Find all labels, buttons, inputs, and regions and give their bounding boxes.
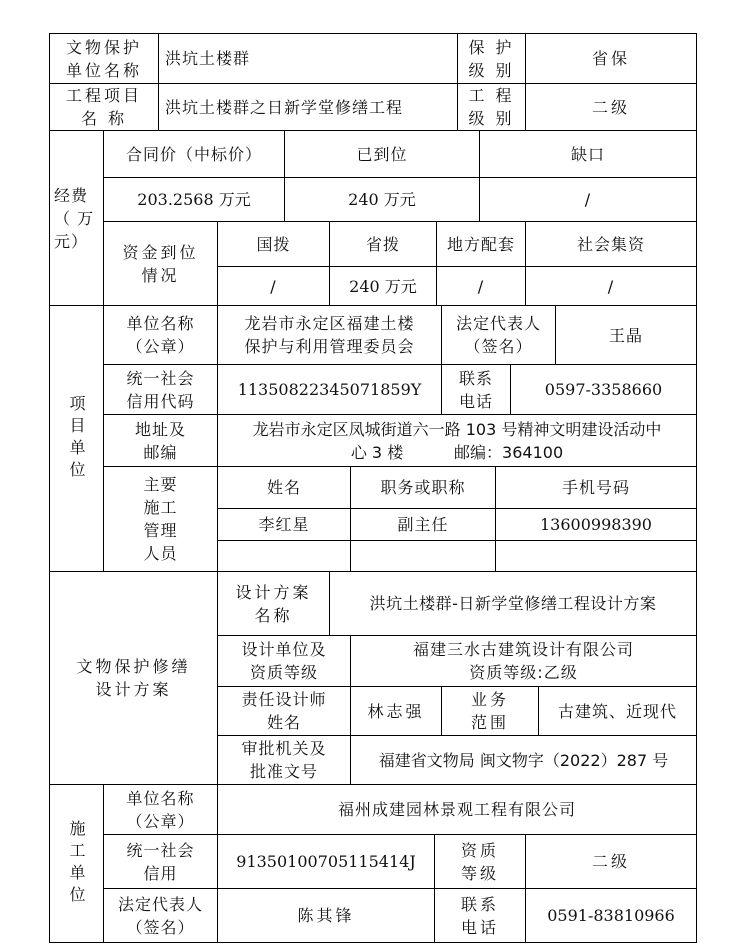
plan-name-value: 洪坑土楼群-日新学堂修缮工程设计方案	[369, 594, 657, 613]
staff-row-title	[351, 541, 495, 571]
funds-gap-value: /	[584, 190, 592, 209]
unit-name-value: 龙岩市永定区福建土楼 保护与利用管理委员会	[244, 314, 415, 356]
staff-header-mobile: 手机号码	[561, 478, 630, 497]
construction-qualification-value: 二级	[591, 852, 630, 871]
staff-row-mobile	[496, 541, 696, 571]
funds-arrived-value: 240 万元	[348, 190, 416, 209]
business-scope-label: 业务 范围	[470, 690, 509, 732]
construction-unit-label: 施工单位	[67, 819, 86, 908]
construction-unit-name-value: 福州成建园林景观工程有限公司	[337, 800, 576, 819]
social-funds-header: 社会集资	[576, 234, 645, 254]
engineering-level-value: 二级	[591, 97, 630, 117]
approval-authority-label: 审批机关及 批准文号	[241, 739, 327, 781]
national-funds-header: 国拨	[256, 234, 291, 254]
national-funds-value: /	[270, 276, 277, 296]
legal-representative-value: 王晶	[608, 325, 643, 345]
construction-qualification-label: 资质 等级	[460, 840, 499, 883]
construction-legal-label: 法定代表人 （签名）	[117, 894, 203, 937]
provincial-funds-value: 240 万元	[349, 276, 417, 296]
engineering-level-label: 工 程 级 别	[468, 86, 515, 128]
credit-code-label: 统一社会 信用代码	[126, 368, 195, 411]
plan-name-label: 设计方案 名称	[235, 582, 312, 625]
construction-legal-value: 陈其锋	[297, 906, 355, 925]
design-unit-label: 设计单位及 资质等级	[241, 640, 327, 682]
local-funds-header: 地方配套	[446, 234, 515, 254]
staff-row-name: 李红星	[258, 515, 310, 534]
contract-price-value: 203.2568 万元	[137, 190, 251, 209]
chief-designer-label: 责任设计师 姓名	[241, 690, 327, 732]
funds-arrived-header: 已到位	[356, 144, 408, 164]
staff-row-title: 副主任	[397, 515, 449, 534]
business-scope-value: 古建筑、近现代	[557, 701, 677, 721]
protection-level-value: 省保	[591, 49, 630, 68]
heritage-unit-label: 文物保护 单位名称	[65, 37, 142, 80]
chief-designer-value: 林志强	[367, 701, 425, 721]
project-unit-label: 项目单位	[67, 394, 86, 483]
funds-gap-header: 缺口	[570, 144, 605, 164]
construction-phone-label: 联系 电话	[460, 894, 499, 937]
staff-row-mobile: 13600998390	[540, 515, 652, 534]
design-plan-section-label: 文物保护修缮 设计方案	[76, 657, 191, 699]
address-value: 龙岩市永定区凤城街道六一路 103 号精神文明建设活动中 心 3 楼 邮编：364100	[252, 419, 662, 462]
funds-status-label: 资金到位 情况	[122, 242, 199, 285]
contact-phone-label: 联系 电话	[458, 368, 493, 411]
project-name-label: 工程项目 名 称	[65, 86, 142, 128]
design-unit-value: 福建三水古建筑设计有限公司 资质等级:乙级	[412, 640, 634, 682]
local-funds-value: /	[477, 276, 485, 296]
approval-authority-value: 福建省文物局 闽文物字（2022）287 号	[378, 750, 669, 770]
contact-phone-value: 0597-3358660	[544, 380, 663, 399]
staff-row-name	[218, 541, 350, 571]
staff-header-title: 职务或职称	[380, 478, 466, 497]
provincial-funds-header: 省拨	[365, 234, 400, 254]
credit-code-value: 11350822345071859Y	[237, 380, 422, 399]
funding-label: 经费 （ 万 元）	[54, 185, 95, 251]
construction-unit-name-label: 单位名称 （公章）	[126, 788, 195, 831]
contract-price-header: 合同价（中标价）	[125, 144, 262, 164]
construction-credit-value: 91350100705115414J	[236, 852, 416, 871]
staff-header-name: 姓名	[266, 478, 301, 497]
unit-name-label: 单位名称 （公章）	[126, 314, 195, 356]
construction-phone-value: 0591-83810966	[547, 906, 675, 925]
management-staff-label: 主要 施工 管理 人员	[143, 475, 178, 563]
heritage-unit-name: 洪坑土楼群	[165, 49, 251, 68]
social-funds-value: /	[607, 276, 615, 296]
construction-credit-label: 统一社会 信用	[126, 840, 195, 883]
project-name-value: 洪坑土楼群之日新学堂修缮工程	[165, 97, 404, 117]
address-label: 地址及 邮编	[134, 419, 186, 462]
protection-level-label: 保 护 级 别	[468, 37, 515, 80]
legal-representative-label: 法定代表人 （签名）	[455, 314, 541, 356]
